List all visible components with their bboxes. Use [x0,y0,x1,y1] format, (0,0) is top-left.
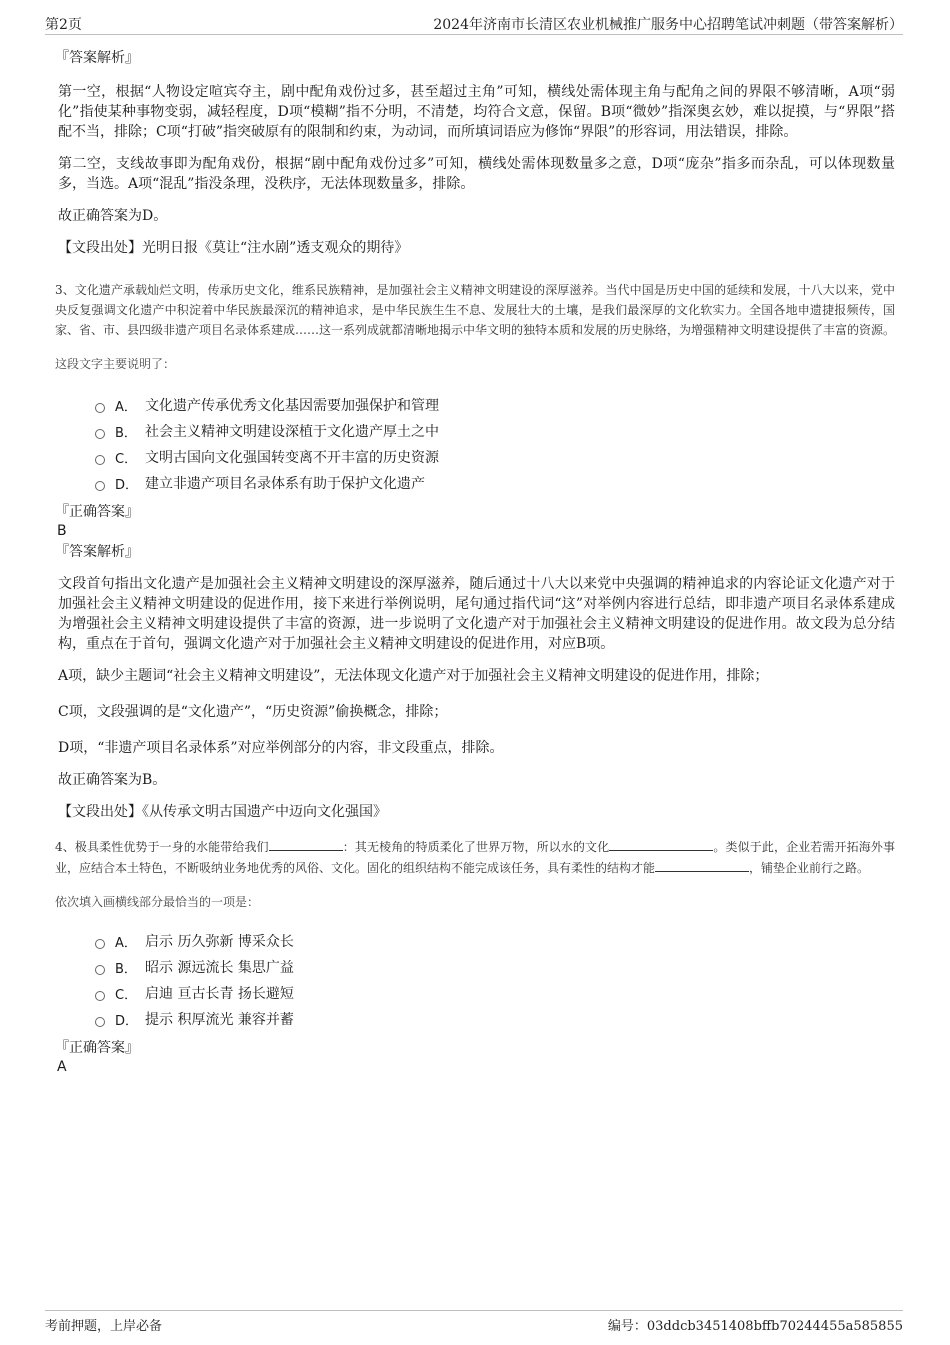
option-text: 文化遗产传承优秀文化基因需要加强保护和管理 [145,398,439,414]
q2-conclusion: 故正确答案为D。 [58,208,168,224]
page-content [55,44,895,1076]
option-letter: B． [115,961,137,977]
q3-analysis-paragraph: D项，“非遗产项目名录体系”对应举例部分的内容，非文段重点，排除。 [58,740,504,756]
blank-line [609,836,713,851]
page-header [45,12,903,35]
q4-option-a[interactable] [95,928,895,954]
q3-option-c[interactable] [95,444,895,470]
q3-analysis-paragraph: A项，缺少主题词“社会主义精神文明建设”，无法体现文化遗产对于加强社会主义精神文明建设的促进作用，排除； [58,668,769,684]
q2-analysis-label: 『答案解析』 [55,50,139,66]
q3-analysis-paragraph: 文段首句指出文化遗产是加强社会主义精神文明建设的深厚滋养，随后通过十八大以来党中央强调的精神追求的内容论证文化遗产对于加强社会主义精神文明建设的促进作用，接下来进行举例说明，尾句通过指代词“这”对举例内容进行总结，即非遗产项目名录体系建成为增强社会主义精神文明建设提供了丰富的资源，进一步说明了文化遗产对于加强社会主义精神文明建设的促进作用。故文段为总分结构，重点在于首句，强调文化遗产对于加强社会主义精神文明建设的促进作用，对应B项。 [58,576,895,652]
option-text: 文明古国向文化强国转变离不开丰富的历史资源 [145,450,439,466]
q4-stem [55,836,895,878]
document-title: 2024年济南市长清区农业机械推广服务中心招聘笔试冲刺题（带答案解析） [433,17,903,33]
option-letter: A． [115,399,137,415]
q4-stem-text: ：其无棱角的特质柔化了世界万物，所以水的文化 [342,840,610,854]
document-code: 编号：03ddcb3451408bffb70244455a585855 [607,1319,903,1334]
q3-option-a[interactable] [95,392,895,418]
q4-correct-label: 『正确答案』 [55,1040,139,1056]
q3-prompt: 这段文字主要说明了： [55,357,176,371]
q3-analysis-label: 『答案解析』 [55,544,139,560]
option-letter: C． [115,451,138,467]
radio-icon[interactable] [95,1017,105,1027]
q2-source: 【文段出处】光明日报《莫让“注水剧”透支观众的期待》 [58,240,409,256]
q3-options [95,392,895,496]
radio-icon[interactable] [95,455,105,465]
q3-analysis-paragraph: C项，文段强调的是“文化遗产”，“历史资源”偷换概念，排除； [58,704,448,720]
q4-stem-text: ，铺垫企业前行之路。 [749,861,870,875]
page-footer [45,1310,903,1335]
page-number: 第2页 [45,17,82,33]
option-letter: D． [115,1013,139,1029]
option-text: 提示 积厚流光 兼容并蓄 [145,1012,294,1028]
option-text: 启迪 亘古长青 扬长避短 [145,986,294,1002]
option-letter: D． [115,477,139,493]
q3-source: 【文段出处】《从传承文明古国遗产中迈向文化强国》 [58,804,387,820]
option-text: 启示 历久弥新 博采众长 [145,934,294,950]
q4-prompt: 依次填入画横线部分最恰当的一项是： [55,895,260,909]
q3-conclusion: 故正确答案为B。 [58,772,167,788]
radio-icon[interactable] [95,939,105,949]
radio-icon[interactable] [95,991,105,1001]
q3-option-b[interactable] [95,418,895,444]
q2-analysis-paragraph: 第二空，支线故事即为配角戏份，根据“剧中配角戏份过多”可知，横线处需体现数量多之意，D项“庞杂”指多而杂乱，可以体现数量多，当选。A项“混乱”指没条理，没秩序，无法体现数量多，排除。 [58,156,895,192]
radio-icon[interactable] [95,429,105,439]
option-letter: C． [115,987,138,1003]
option-text: 建立非遗产项目名录体系有助于保护文化遗产 [145,476,425,492]
option-text: 社会主义精神文明建设深植于文化遗产厚土之中 [145,424,439,440]
option-letter: B． [115,425,137,441]
blank-line [655,857,749,872]
q3-correct-answer: B [57,523,67,539]
option-letter: A． [115,935,137,951]
q4-correct-answer: A [57,1059,67,1075]
q4-stem-text: 。类似于此，企业若需开拓海外事业，应结合本土特色，不断吸纳业务地优秀的风俗、文化。固化的组织结构不能完成该任务，具有柔性的结构才能 [55,840,895,875]
q4-option-c[interactable] [95,980,895,1006]
question-3 [55,280,895,822]
question-4 [55,836,895,1076]
q3-stem: 3、文化遗产承载灿烂文明，传承历史文化，维系民族精神，是加强社会主义精神文明建设的深厚滋养。当代中国是历史中国的延续和发展，十八大以来，党中央反复强调文化遗产中积淀着中华民族最深沉的精神追求，是中华民族生生不息、发展壮大的土壤，是我们最深厚的文化软实力。全国各地申遗捷报频传，国家、省、市、县四级非遗产项目名录体系建成……这一系列成就都清晰地揭示中华文明的独特本质和发展的历史脉络，为增强精神文明建设提供了丰富的资源。 [55,283,896,337]
q3-correct-label: 『正确答案』 [55,504,139,520]
q4-option-b[interactable] [95,954,895,980]
q3-option-d[interactable] [95,470,895,496]
radio-icon[interactable] [95,481,105,491]
q2-analysis-paragraph: 第一空，根据“人物设定喧宾夺主，剧中配角戏份过多，甚至超过主角”可知，横线处需体现主角与配角之间的界限不够清晰，A项“弱化”指使某种事物变弱，减轻程度，D项“模糊”指不分明，不清楚，均符合文意，保留。B项“微妙”指深奥玄妙，难以捉摸，与“界限”搭配不当，排除；C项“打破”指突破原有的限制和约束，为动词，而所填词语应为修饰“界限”的形容词，用法错误，排除。 [58,84,895,140]
q2-analysis-section [55,48,895,258]
q4-options [95,928,895,1032]
blank-line [269,836,343,851]
footer-slogan: 考前押题，上岸必备 [45,1319,163,1334]
q4-option-d[interactable] [95,1006,895,1032]
radio-icon[interactable] [95,403,105,413]
option-text: 昭示 源远流长 集思广益 [145,960,294,976]
q4-stem-text: 4、极具柔性优势于一身的水能带给我们 [55,840,269,854]
radio-icon[interactable] [95,965,105,975]
